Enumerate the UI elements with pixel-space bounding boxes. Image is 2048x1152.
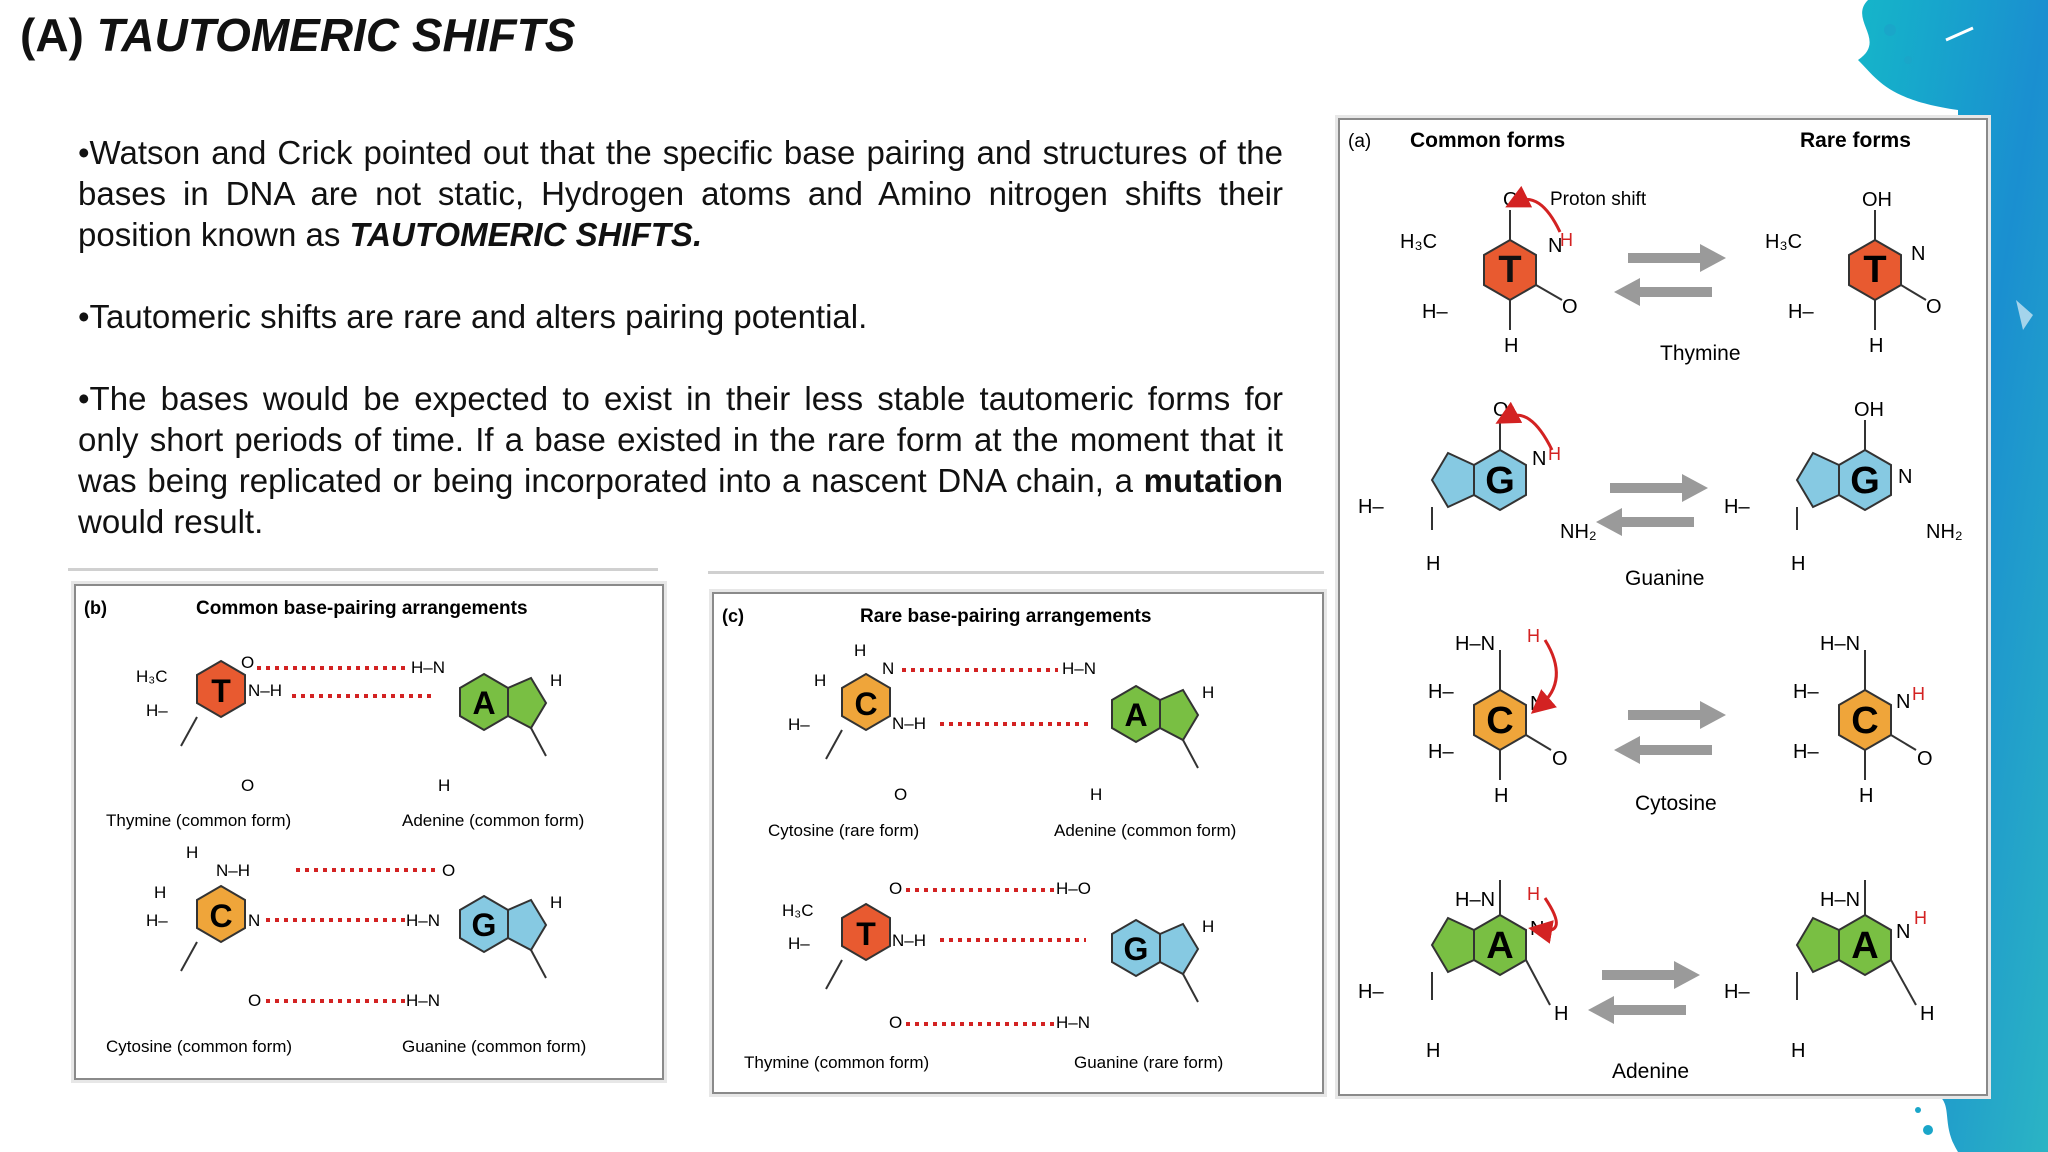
caption: Thymine (common form): [744, 1053, 930, 1072]
guanine-letter: G: [471, 907, 497, 943]
thymine-letter: T: [1863, 249, 1887, 291]
shift-hydrogen: H: [1527, 626, 1540, 646]
pair-cytosine-rare-adenine: [768, 641, 1236, 840]
atom: H–: [1358, 981, 1384, 1003]
atom: N–H: [216, 861, 251, 880]
bullet-1: [78, 132, 1283, 255]
equilibrium-arrow-adenine: [1588, 961, 1700, 1024]
atom: N: [1532, 448, 1547, 470]
atom: H–N: [1056, 1013, 1091, 1032]
atom: N: [1530, 918, 1545, 940]
atom: O: [889, 879, 903, 898]
panel-c-rare-pairing: [712, 592, 1324, 1094]
bullet-3: [78, 378, 1283, 542]
atom: O: [1552, 748, 1568, 770]
atom: H: [1426, 1040, 1441, 1062]
caption: Cytosine (common form): [106, 1037, 293, 1056]
thymine-rare: [1765, 189, 1942, 357]
bullet-3-end: would result.: [78, 503, 264, 540]
atom: O: [1503, 189, 1519, 211]
hydroxyl: OH: [1862, 189, 1892, 211]
atom: H–N: [406, 991, 441, 1010]
methyl-group: H₃C: [136, 667, 168, 686]
methyl-group: H₃C: [782, 901, 814, 920]
panel-a-tautomers: [1338, 118, 1988, 1096]
panel-b-title: Common base-pairing arrangements: [196, 598, 528, 619]
shift-hydrogen: H: [1560, 230, 1573, 250]
atom: H: [1494, 785, 1509, 807]
proton-shift-arrow: [1506, 415, 1552, 450]
bullet-list: [78, 132, 1283, 583]
atom: H–N: [411, 658, 446, 677]
caption: Cytosine (rare form): [768, 821, 920, 840]
equilibrium-arrow-cytosine: [1614, 701, 1726, 764]
atom: H–O: [1056, 879, 1091, 898]
pair-thymine-adenine: [106, 653, 584, 830]
adenine-letter: A: [1486, 925, 1514, 967]
atom: H–: [1788, 301, 1814, 323]
guanine-rare: [1724, 399, 1963, 575]
guanine-letter: G: [1123, 931, 1149, 967]
bullet-3-emphasis: mutation: [1143, 462, 1283, 499]
bullet-2: •Tautomeric shifts are rare and alters pairing potential.: [78, 298, 868, 335]
atom: N: [1911, 243, 1926, 265]
atom: N: [1548, 235, 1563, 257]
atom: N: [1530, 693, 1545, 715]
proton-shift-label: Proton shift: [1550, 189, 1647, 210]
thymine-letter: T: [211, 673, 231, 709]
imino-group: H–N: [1820, 633, 1861, 655]
atom: H–: [146, 701, 168, 720]
caption: Thymine (common form): [106, 811, 292, 830]
shift-hydrogen: H: [1912, 684, 1925, 704]
atom: H–: [788, 715, 810, 734]
guanine-label: Guanine: [1625, 567, 1705, 590]
divider-c: [708, 571, 1324, 574]
cytosine-letter: C: [854, 686, 878, 722]
atom: N–H: [892, 931, 927, 950]
atom: H–: [1428, 681, 1454, 703]
atom: H–: [1793, 741, 1819, 763]
bullet-1-text: •Watson and Crick pointed out that the specific base pairing and structures of the bases in DNA are not static, Hydrogen atoms and Amino nitrogen shifts their position known as: [78, 134, 1283, 253]
title-prefix: (A): [20, 9, 97, 61]
atom: H: [550, 893, 563, 912]
adenine-label: Adenine: [1612, 1060, 1690, 1083]
atom: H: [1090, 785, 1103, 804]
adenine-letter: A: [1124, 697, 1148, 733]
caption: Adenine (common form): [402, 811, 585, 830]
atom: O: [894, 785, 908, 804]
atom: H: [1426, 553, 1441, 575]
panel-c-figure: [714, 594, 1322, 1092]
atom: N: [1896, 921, 1911, 943]
adenine-letter: A: [472, 685, 496, 721]
atom: H: [1859, 785, 1874, 807]
shift-hydrogen: H: [1914, 908, 1927, 928]
cytosine-label: Cytosine: [1635, 792, 1717, 815]
thymine-letter: T: [856, 916, 876, 952]
panel-a-figure: [1340, 120, 1986, 1094]
atom: H: [1504, 335, 1519, 357]
bullet-3-text: •The bases would be expected to exist in their less stable tautomeric forms for only short periods of time. If a base existed in the rare form at the moment that it was being replicated or being incorporated into a nascent DNA chain, a: [78, 380, 1283, 499]
bullet-1-emphasis: TAUTOMERIC SHIFTS.: [349, 216, 703, 253]
atom: H–: [1428, 741, 1454, 763]
atom: O: [241, 653, 255, 672]
caption: Guanine (common form): [402, 1037, 587, 1056]
caption: Adenine (common form): [1054, 821, 1237, 840]
atom: H: [814, 671, 827, 690]
atom: N: [248, 911, 261, 930]
atom: H–N: [1062, 659, 1097, 678]
amino-group: H–N: [1455, 633, 1496, 655]
equilibrium-arrow-thymine: [1614, 244, 1726, 306]
cytosine-letter: C: [1851, 700, 1879, 742]
panel-a-col-common: Common forms: [1410, 129, 1566, 152]
adenine-common: [1358, 880, 1568, 1062]
atom: N: [1896, 691, 1911, 713]
atom: H: [186, 843, 199, 862]
cytosine-letter: C: [1486, 700, 1514, 742]
shift-hydrogen: H: [1527, 884, 1540, 904]
cytosine-common: [1428, 626, 1568, 807]
atom: O: [241, 776, 255, 795]
panel-b-figure: [76, 586, 662, 1078]
atom: H: [550, 671, 563, 690]
atom: H–: [788, 934, 810, 953]
amino-group: NH₂: [1560, 521, 1597, 543]
imino-group: H–N: [1820, 889, 1861, 911]
atom: H: [154, 883, 167, 902]
shift-hydrogen: H: [1548, 444, 1561, 464]
cytosine-letter: C: [209, 898, 233, 934]
atom: H: [1791, 553, 1806, 575]
atom: H–: [146, 911, 168, 930]
methyl-group: H₃C: [1765, 231, 1803, 253]
thymine-label: Thymine: [1660, 342, 1741, 365]
panel-a-col-rare: Rare forms: [1800, 129, 1911, 152]
hydroxyl: OH: [1854, 399, 1884, 421]
slide-title: [20, 8, 575, 62]
atom: O: [889, 1013, 903, 1032]
atom: H: [1202, 917, 1215, 936]
atom: H–: [1724, 496, 1750, 518]
atom: N: [1898, 466, 1913, 488]
atom: H–: [1793, 681, 1819, 703]
guanine-letter: G: [1850, 460, 1880, 502]
atom: H: [1554, 1003, 1569, 1025]
pair-thymine-guanine-rare: [744, 879, 1223, 1072]
panel-a-tag: (a): [1348, 131, 1372, 152]
panel-c-tag: (c): [722, 606, 744, 626]
atom: N–H: [892, 714, 927, 733]
atom: O: [442, 861, 456, 880]
atom: O: [1917, 748, 1933, 770]
panel-c-title: Rare base-pairing arrangements: [860, 606, 1152, 627]
cytosine-rare: [1793, 633, 1933, 807]
atom: N–H: [248, 681, 283, 700]
amino-group: NH₂: [1926, 521, 1963, 543]
atom: O: [1926, 296, 1942, 318]
guanine-letter: G: [1485, 460, 1515, 502]
amino-group: H–N: [1455, 889, 1496, 911]
atom: H: [1920, 1003, 1935, 1025]
equilibrium-arrow-guanine: [1596, 474, 1708, 536]
atom: H: [1791, 1040, 1806, 1062]
atom: H: [1869, 335, 1884, 357]
atom: H: [854, 641, 867, 660]
guanine-common: [1358, 399, 1597, 575]
atom: H: [438, 776, 451, 795]
pair-cytosine-guanine: [106, 843, 586, 1056]
atom: H: [1202, 683, 1215, 702]
atom: H–: [1358, 496, 1384, 518]
thymine-common: [1400, 189, 1647, 357]
caption: Guanine (rare form): [1074, 1053, 1224, 1072]
title-main: TAUTOMERIC SHIFTS: [96, 9, 576, 61]
atom: O: [1493, 399, 1509, 421]
adenine-rare: [1724, 880, 1934, 1062]
divider-b: [68, 568, 658, 571]
atom: H–: [1724, 981, 1750, 1003]
atom: N: [882, 659, 895, 678]
panel-b-common-pairing: [74, 584, 664, 1080]
methyl-group: H₃C: [1400, 231, 1438, 253]
atom: H–: [1422, 301, 1448, 323]
atom: H–N: [406, 911, 441, 930]
thymine-letter: T: [1498, 249, 1522, 291]
panel-b-tag: (b): [84, 598, 107, 618]
atom: O: [248, 991, 262, 1010]
atom: O: [1562, 296, 1578, 318]
adenine-letter: A: [1851, 925, 1879, 967]
